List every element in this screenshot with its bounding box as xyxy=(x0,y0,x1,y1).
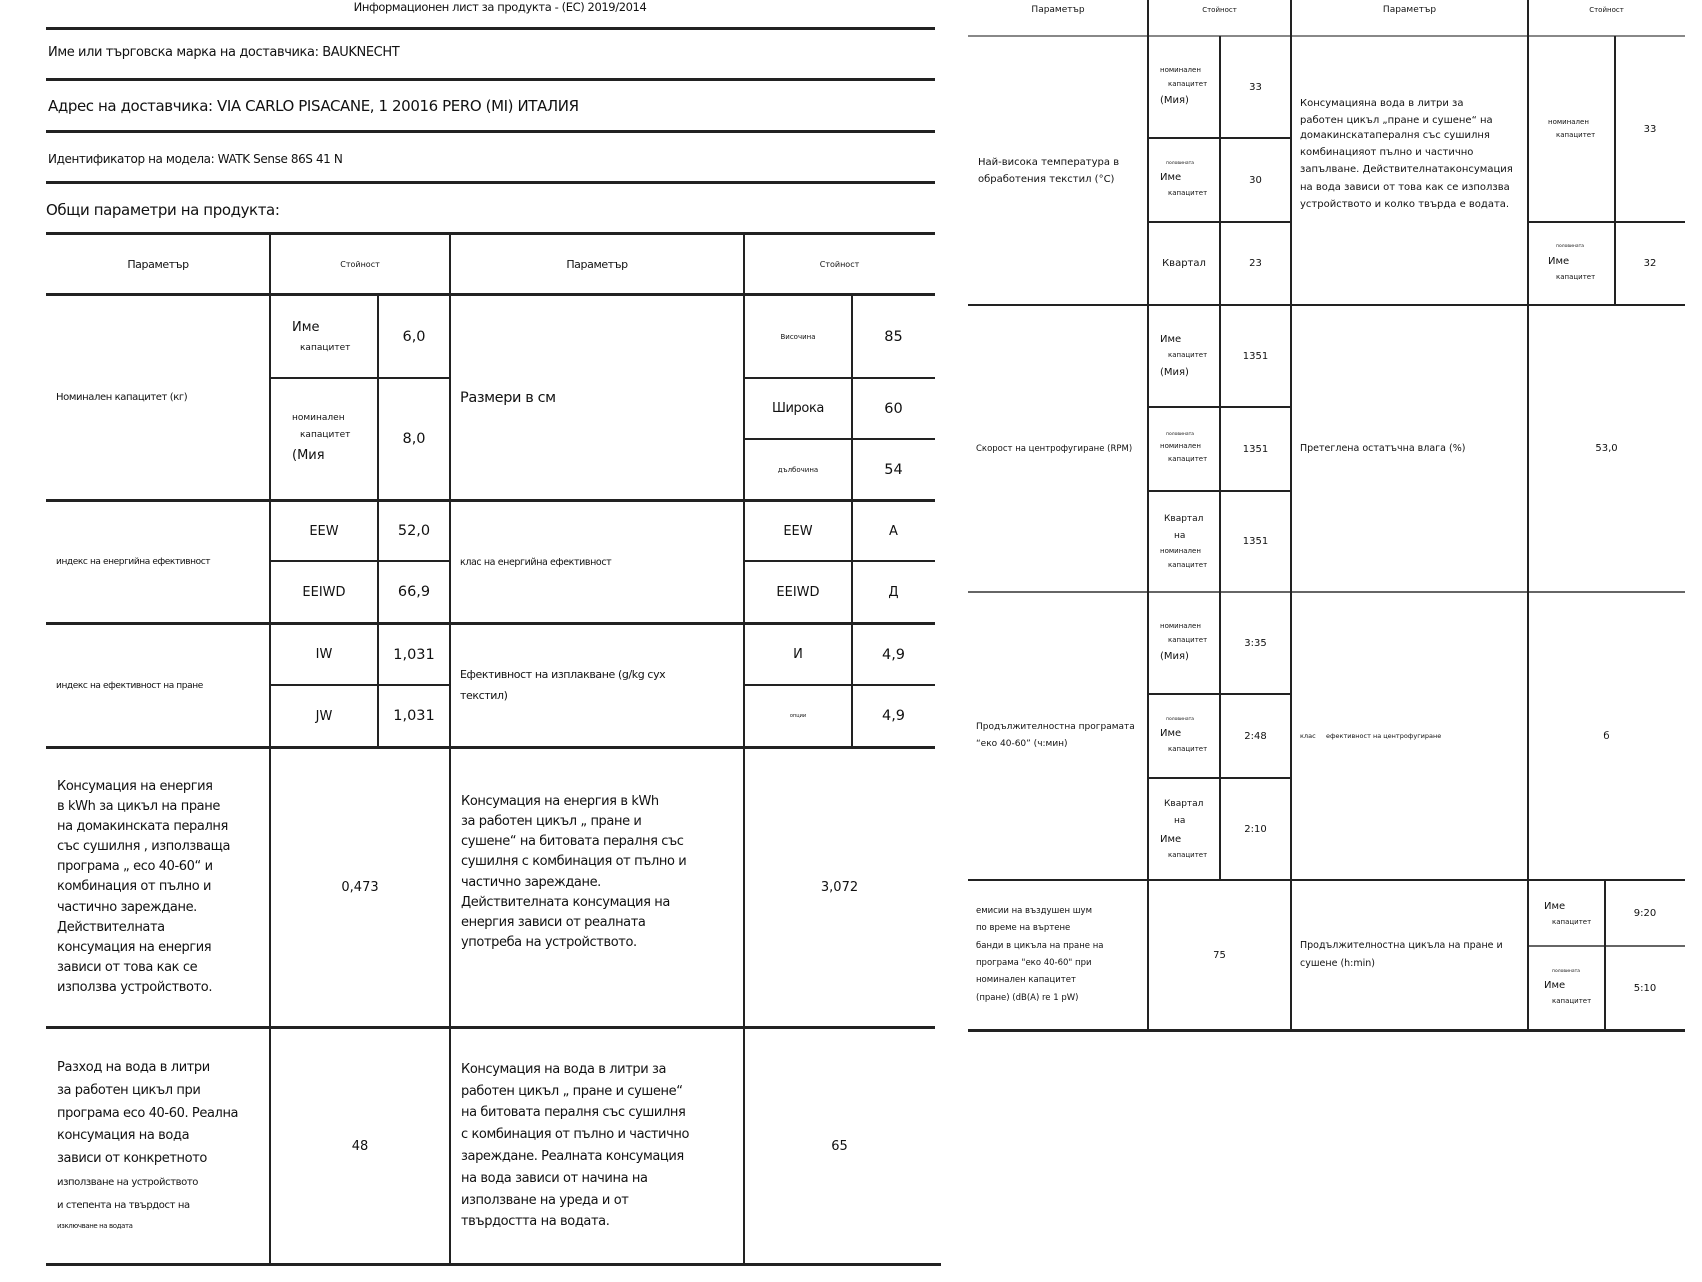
label-line: консумация на вода xyxy=(57,1128,190,1144)
label-line: номинален xyxy=(1160,622,1201,631)
cycle-half-value: 5:10 xyxy=(1633,982,1657,994)
label-line: банди в цикъла на пране на xyxy=(976,940,1104,951)
label-line: с комбинация от пълно и частично xyxy=(461,1127,690,1143)
column-header-parameter: Параметър xyxy=(1031,5,1085,15)
divider xyxy=(46,181,935,184)
label-line: в kWh за цикъл на пране xyxy=(57,798,220,814)
water-washdry-rated-label xyxy=(1528,37,1615,221)
table-border xyxy=(46,1263,941,1266)
label-line: Име xyxy=(1160,172,1182,184)
eeiwd-class-label: EEIWD xyxy=(776,584,820,600)
noise-value: 75 xyxy=(1213,949,1226,961)
height-label: Височина xyxy=(780,332,816,341)
label-line: капацитет xyxy=(1556,131,1596,139)
table-border xyxy=(968,1029,1685,1032)
energy-wash-label xyxy=(46,749,270,1026)
cycle-half-label xyxy=(1528,947,1605,1029)
label-line: (Мия xyxy=(292,447,325,463)
label-line: (Мия) xyxy=(1160,650,1189,662)
label-line: устройството и колко твърда е водата. xyxy=(1300,199,1510,210)
label-line: зависи от това как се xyxy=(57,959,198,975)
label-line: за работен цикъл „ пране и xyxy=(461,814,642,830)
washdry-capacity-value: 8,0 xyxy=(402,431,426,447)
label-line: използване на уреда и от xyxy=(461,1192,629,1208)
label-line: употреба на устройството. xyxy=(461,934,637,950)
wash-capacity-label xyxy=(270,296,378,377)
label-line: със сушилня , използваща xyxy=(57,839,231,855)
label-line: номинален xyxy=(1548,117,1589,126)
label-line: номинален капацитет xyxy=(976,975,1076,986)
column-header-value: Стойност xyxy=(1589,6,1624,14)
model-identifier: Идентификатор на модела: WATK Sense 86S 41 N xyxy=(48,152,343,166)
label-line: половината xyxy=(1166,160,1194,166)
label-line: Действителната xyxy=(57,919,165,935)
label-line: зависи от конкретното xyxy=(57,1151,207,1167)
cycle-rated-value: 9:20 xyxy=(1633,907,1657,919)
label-line: зареждане. Реалната консумация xyxy=(461,1149,684,1164)
label-line: капацитет xyxy=(1168,189,1208,198)
column-header-value: Стойност xyxy=(1202,6,1237,14)
label-line: Име xyxy=(1548,255,1570,267)
label-line: комбинация от пълно и xyxy=(57,879,212,895)
label-line: номинален xyxy=(1160,66,1201,75)
energy-washdry-label xyxy=(450,749,744,1026)
max-temp-quarter-label: Квартал xyxy=(1162,258,1206,269)
label-line: частично зареждане. xyxy=(461,874,601,890)
label-line: програма eco 40-60. Реална xyxy=(57,1105,239,1121)
duration-rated-label xyxy=(1148,593,1220,693)
label-line: програма "еко 40-60" при xyxy=(976,958,1092,968)
jw-value: 1,031 xyxy=(393,708,435,724)
label-line: половината xyxy=(1556,244,1584,250)
column-header-value: Стойност xyxy=(340,259,380,269)
label-line: използване на устройството xyxy=(57,1176,199,1188)
max-temp-quarter-value: 23 xyxy=(1249,258,1262,269)
label-line: (Мия) xyxy=(1160,94,1189,106)
column-header-parameter: Параметър xyxy=(127,257,189,271)
label-line: използва устройството. xyxy=(57,980,213,996)
label-line: консумация на енергия xyxy=(57,939,212,955)
label-line: частично зареждане. xyxy=(57,899,197,915)
duration-half-value: 2:48 xyxy=(1244,730,1267,742)
program-duration-label xyxy=(968,593,1148,879)
label-line: Име xyxy=(1160,728,1182,740)
label-line: капацитет xyxy=(1552,997,1592,1006)
energy-wash-value: 0,473 xyxy=(341,880,379,895)
column-header-parameter: Параметър xyxy=(566,257,628,271)
spin-half-value: 1351 xyxy=(1242,443,1269,455)
supplier-name: Име или търговска марка на доставчика: BAUKNECHT xyxy=(48,45,400,60)
label-line: твърдостта на водата. xyxy=(461,1214,610,1230)
max-temp-label xyxy=(968,37,1148,304)
residual-moisture-label: Претеглена остатъчна влага (%) xyxy=(1300,443,1466,454)
supplier-address: Адрес на доставчика: VIA CARLO PISACANE, 1 20016 PERO (MI) ИТАЛИЯ xyxy=(48,97,579,115)
eew-value: 52,0 xyxy=(397,523,431,539)
water-washdry-right-label xyxy=(1291,37,1528,304)
label-line: (пране) (dB(A) re 1 pW) xyxy=(976,992,1079,1003)
eeiwd-label: EEIWD xyxy=(302,584,346,600)
label-line: запълване. Действителнатаконсумация xyxy=(1300,164,1513,175)
general-params-heading: Общи параметри на продукта: xyxy=(46,201,280,219)
label-line: програма „ eco 40-60“ и xyxy=(57,859,213,875)
label-line: и степента на твърдост на xyxy=(57,1199,190,1211)
label-line: на домакинската пералня xyxy=(57,819,228,834)
label-line: емисии на въздушен шум xyxy=(976,905,1092,916)
duration-half-label xyxy=(1148,695,1220,777)
water-washdry-value: 65 xyxy=(831,1138,848,1154)
label-line: на xyxy=(1174,815,1186,826)
label-line: работен цикъл „пране и сушене“ на xyxy=(1300,114,1493,126)
residual-moisture-value: 53,0 xyxy=(1595,443,1618,454)
label-line: Консумация на енергия xyxy=(57,778,213,794)
label-line: Действителната консумация на xyxy=(461,894,670,910)
washdry-capacity-label xyxy=(270,379,378,499)
label-line: Консумация на вода в литри за xyxy=(461,1061,667,1077)
label-line: капацитет xyxy=(1168,745,1208,754)
duration-rated-value: 3:35 xyxy=(1244,637,1267,649)
label-line: Име xyxy=(292,319,320,335)
label-line: половината xyxy=(1166,432,1194,438)
water-washdry-half-label xyxy=(1528,223,1615,304)
eew-class-label: EEW xyxy=(783,523,813,539)
water-wash-value: 48 xyxy=(351,1138,369,1154)
label-line: на вода зависи от начина на xyxy=(461,1170,648,1186)
water-washdry-label xyxy=(450,1029,744,1263)
divider xyxy=(46,27,935,30)
label-line: капацитет xyxy=(1168,850,1208,859)
spin-quarter-label xyxy=(1148,492,1220,591)
label-line: енергия зависи от реалната xyxy=(461,914,646,930)
label-line: обработения текстил (°C) xyxy=(978,173,1115,185)
width-label: Широка xyxy=(772,401,824,416)
max-temp-rated-value: 33 xyxy=(1249,81,1262,93)
rinsing-options-value: 4,9 xyxy=(881,708,906,724)
rinsing-label xyxy=(450,625,744,746)
duration-quarter-label xyxy=(1148,779,1220,879)
label-line: текстил) xyxy=(460,688,508,702)
label-line: Име xyxy=(1544,900,1566,912)
label-line: Консумацияна вода в литри за xyxy=(1300,98,1464,109)
rinsing-wash-label: И xyxy=(793,647,803,662)
max-temp-half-label xyxy=(1148,139,1220,221)
label-line: капацитет xyxy=(300,343,351,354)
label-line: Квартал xyxy=(1164,798,1204,809)
washing-index-label: индекс на ефективност на пране xyxy=(56,680,203,691)
max-temp-rated-label xyxy=(1148,37,1220,137)
divider xyxy=(46,78,935,81)
label-line: Квартал xyxy=(1164,514,1204,525)
jw-label: JW xyxy=(315,708,333,724)
label-line: комбинацияот пълно и частично xyxy=(1300,146,1474,158)
label-line: сушене (h:min) xyxy=(1300,958,1376,969)
label-line: изключване на водата xyxy=(57,1221,133,1230)
eeiwd-class-value: Д xyxy=(888,584,899,600)
label-line: половината xyxy=(1552,968,1580,974)
label-line: капацитет xyxy=(300,429,351,440)
divider xyxy=(46,130,935,133)
label-line: на битовата пералня със сушилня xyxy=(461,1105,686,1121)
column-header-parameter: Параметър xyxy=(1382,5,1437,15)
spin-half-label xyxy=(1148,408,1220,490)
label-line: Име xyxy=(1160,833,1182,845)
water-washdry-rated-value: 33 xyxy=(1643,123,1657,135)
depth-label: дълбочина xyxy=(777,465,819,474)
duration-quarter-value: 2:10 xyxy=(1244,823,1267,835)
spin-class-value: б xyxy=(1603,730,1610,742)
label-line: сушилня с комбинация от пълно и xyxy=(461,854,687,870)
label-line: Ефективност на изплакване (g/kg сух xyxy=(460,667,666,681)
wash-capacity-value: 6,0 xyxy=(402,328,426,345)
label-line: капацитет xyxy=(1552,917,1592,926)
noise-label xyxy=(968,881,1148,1029)
label-line: капацитет xyxy=(1556,272,1596,281)
label-line: домакинскатапералня със сушилня xyxy=(1300,130,1490,141)
label-line: номинален xyxy=(1160,441,1201,450)
label-line: капацитет xyxy=(1168,351,1208,360)
iw-label: IW xyxy=(315,647,333,662)
energy-washdry-value: 3,072 xyxy=(820,880,859,895)
cycle-duration-label xyxy=(1291,881,1528,1029)
column-header-value: Стойност xyxy=(819,259,860,269)
spin-rated-label xyxy=(1148,306,1220,406)
spin-class-label: клас ефективност на центрофугиране xyxy=(1300,732,1442,740)
water-wash-label xyxy=(46,1029,270,1263)
max-temp-half-value: 30 xyxy=(1249,174,1262,186)
label-line: за работен цикъл при xyxy=(57,1082,201,1098)
rated-capacity-label: Номинален капацитет (кг) xyxy=(56,392,188,403)
eew-label: EEW xyxy=(309,523,339,539)
rinsing-wash-value: 4,9 xyxy=(881,646,906,663)
eeiwd-value: 66,9 xyxy=(397,584,431,600)
label-line: Разход на вода в литри xyxy=(57,1060,210,1076)
label-line: сушене“ на битовата пералня със xyxy=(461,834,684,850)
label-line: капацитет xyxy=(1168,455,1208,464)
depth-value: 54 xyxy=(884,461,903,478)
label-line: Име xyxy=(1544,980,1566,992)
label-line: Най-висока температура в xyxy=(978,156,1120,168)
height-value: 85 xyxy=(884,328,903,345)
label-line: Продължителностна цикъла на пране и xyxy=(1300,940,1503,952)
spin-rated-value: 1351 xyxy=(1242,350,1269,362)
energy-class-label: клас на енергийна ефективност xyxy=(460,556,612,568)
label-line: “еко 40-60” (ч:мин) xyxy=(976,739,1068,749)
spin-quarter-value: 1351 xyxy=(1242,536,1269,547)
label-line: номинален xyxy=(1160,547,1201,556)
label-line: Име xyxy=(1160,334,1182,346)
dimensions-label: Размери в см xyxy=(460,390,556,406)
energy-index-label: индекс на енергийна ефективност xyxy=(56,557,211,567)
label-line: (Мия) xyxy=(1160,366,1189,378)
label-line: Продължителностна програмата xyxy=(976,721,1135,732)
label-line: работен цикъл „ пране и сушене“ xyxy=(461,1083,683,1099)
spin-speed-label: Скорост на центрофугиране (RPM) xyxy=(976,443,1133,454)
label-line: номинален xyxy=(292,412,345,423)
label-line: на вода зависи от това как се използва xyxy=(1300,181,1510,193)
label-line: капацитет xyxy=(1168,79,1208,88)
label-line: половината xyxy=(1166,716,1194,722)
width-value: 60 xyxy=(884,400,903,417)
water-washdry-half-value: 32 xyxy=(1643,258,1657,269)
rinsing-options-label: опции xyxy=(789,713,807,719)
iw-value: 1,031 xyxy=(393,646,435,663)
label-line: на xyxy=(1174,531,1186,542)
cycle-rated-label xyxy=(1528,881,1605,945)
document-title: Информационен лист за продукта - (ЕС) 2019/2014 xyxy=(353,0,647,14)
eew-class-value: A xyxy=(889,523,898,539)
label-line: капацитет xyxy=(1168,560,1208,569)
label-line: Консумация на енергия в kWh xyxy=(461,793,659,809)
label-line: капацитет xyxy=(1168,635,1208,644)
label-line: по време на въртене xyxy=(976,923,1071,934)
